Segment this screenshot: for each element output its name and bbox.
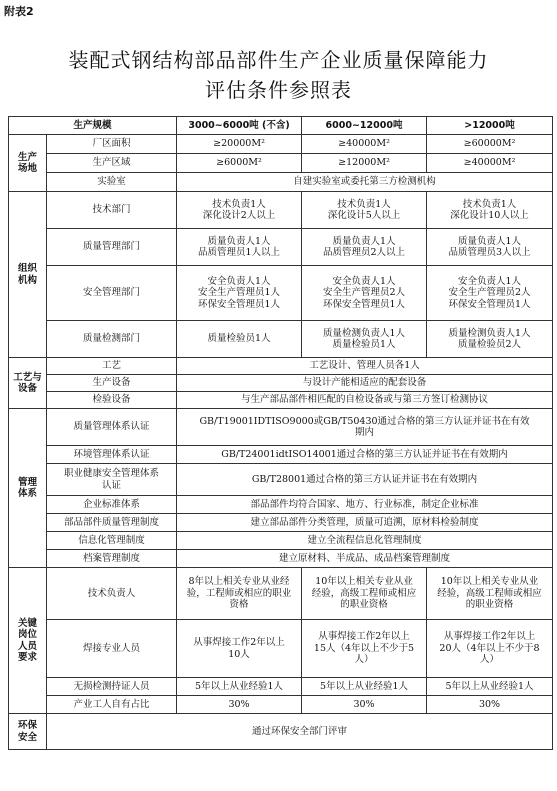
row-label: 部品部件质量管理制度 [47,514,177,532]
table-cell: 质量检测负责人1人 质量检验员2人 [427,321,553,358]
table-cell: GB/T19001IDTISO9000或GB/T50430通过合格的第三方认证并证书在有效 期内 [177,409,553,446]
annex-label: 附表2 [4,5,34,18]
row-label: 厂区面积 [47,135,177,154]
row-label: 职业健康安全管理体系 认证 [47,464,177,496]
table-cell: 5年以上从业经验1人 [177,678,302,696]
table-cell: 建立部品部件分类管理，质量可追溯，原材料检验制度 [177,514,553,532]
table-header-row [9,117,553,135]
table-row [9,496,553,514]
row-label: 档案管理制度 [47,550,177,568]
header-col-2: 6000~12000吨 [302,117,427,135]
table-cell: 安全负责人1人 安全生产管理员1人 环保安全管理员1人 [177,266,302,321]
table-row [9,514,553,532]
table-cell: 5年以上从业经验1人 [302,678,427,696]
table-row [9,532,553,550]
row-label: 质量管理体系认证 [47,409,177,446]
row-label: 无损检测持证人员 [47,678,177,696]
category-process-equipment: 工艺与 设备 [9,358,47,409]
table-cell: ≥12000M² [302,154,427,173]
row-label: 产业工人自有占比 [47,696,177,714]
criteria-table [8,116,553,750]
table-cell: ≥6000M² [177,154,302,173]
table-cell: 10年以上相关专业从业 经验，高级工程师或相应 的职业资格 [427,568,553,620]
row-label: 企业标准体系 [47,496,177,514]
table-row [9,409,553,446]
header-scale: 生产规模 [9,117,177,135]
table-cell: 建立全流程信息化管理制度 [177,532,553,550]
table-cell: ≥20000M² [177,135,302,154]
table-row [9,135,553,154]
table-row [9,358,553,375]
table-row [9,173,553,192]
table-cell: 质量负责人1人 品质管理员1人以上 [177,229,302,266]
table-cell: 安全负责人1人 安全生产管理员2人 环保安全管理员1人 [427,266,553,321]
table-cell: GB/T28001通过合格的第三方认证并证书在有效期内 [177,464,553,496]
table-cell: 与设计产能相适应的配套设备 [177,375,553,392]
table-row [9,568,553,620]
row-label: 生产设备 [47,375,177,392]
table-row [9,678,553,696]
table-cell: 质量负责人1人 品质管理员2人以上 [302,229,427,266]
header-col-3: >12000吨 [427,117,553,135]
row-label: 质量检测部门 [47,321,177,358]
table-row [9,696,553,714]
table-cell: 安全负责人1人 安全生产管理员2人 环保安全管理员1人 [302,266,427,321]
category-production-site: 生产 场地 [9,135,47,192]
table-cell: 8年以上相关专业从业经 验，工程师或相应的职业 资格 [177,568,302,620]
document-title-line-2: 评估条件参照表 [205,78,352,102]
table-row [9,375,553,392]
row-label: 检验设备 [47,392,177,409]
table-cell: 30% [177,696,302,714]
row-label: 生产区域 [47,154,177,173]
table-cell: ≥40000M² [302,135,427,154]
category-management: 管理 体系 [9,409,47,568]
table-row [9,714,553,750]
category-environment: 环保 安全 [9,714,47,750]
table-row [9,321,553,358]
table-cell: 5年以上从业经验1人 [427,678,553,696]
table-cell: 30% [302,696,427,714]
table-cell: 30% [427,696,553,714]
table-cell: 从事焊接工作2年以上 15人（4年以上不少于5 人） [302,620,427,678]
category-organization: 组织 机构 [9,192,47,358]
table-row [9,266,553,321]
table-row [9,550,553,568]
table-row [9,229,553,266]
table-cell: 建立原材料、半成品、成品档案管理制度 [177,550,553,568]
table-cell: ≥60000M² [427,135,553,154]
category-key-personnel: 关键 岗位 人员 要求 [9,568,47,714]
table-cell: 技术负责1人 深化设计2人以上 [177,192,302,229]
row-label: 技术负责人 [47,568,177,620]
table-row [9,154,553,173]
row-label: 安全管理部门 [47,266,177,321]
row-label: 质量管理部门 [47,229,177,266]
table-cell: 自建实验室或委托第三方检测机构 [177,173,553,192]
table-row [9,192,553,229]
table-cell: 工艺设计、管理人员各1人 [177,358,553,375]
header-col-1: 3000~6000吨 (不含) [177,117,302,135]
table-cell: 从事焊接工作2年以上 20人（4年以上不少于8 人） [427,620,553,678]
table-row [9,392,553,409]
table-row [9,620,553,678]
row-label: 技术部门 [47,192,177,229]
table-cell: 技术负责1人 深化设计5人以上 [302,192,427,229]
table-row [9,464,553,496]
row-label: 工艺 [47,358,177,375]
table-cell: 质量检验员1人 [177,321,302,358]
row-label: 焊接专业人员 [47,620,177,678]
table-cell: 质量负责人1人 品质管理员3人以上 [427,229,553,266]
table-cell: 10年以上相关专业从业 经验，高级工程师或相应 的职业资格 [302,568,427,620]
table-cell: 从事焊接工作2年以上 10人 [177,620,302,678]
table-cell: 部品部件均符合国家、地方、行业标准，制定企业标准 [177,496,553,514]
table-cell: 与生产部品部件相匹配的自检设备或与第三方签订检测协议 [177,392,553,409]
table-cell: GB/T24001idtISO14001通过合格的第三方认证并证书在有效期内 [177,446,553,464]
row-label: 环境管理体系认证 [47,446,177,464]
table-row [9,446,553,464]
table-cell: 质量检测负责人1人 质量检验员1人 [302,321,427,358]
table-cell: 技术负责1人 深化设计10人以上 [427,192,553,229]
document-title-line-1: 装配式钢结构部品部件生产企业质量保障能力 [68,48,489,72]
row-label: 实验室 [47,173,177,192]
row-label: 信息化管理制度 [47,532,177,550]
table-cell: 通过环保安全部门评审 [47,714,553,750]
table-cell: ≥40000M² [427,154,553,173]
